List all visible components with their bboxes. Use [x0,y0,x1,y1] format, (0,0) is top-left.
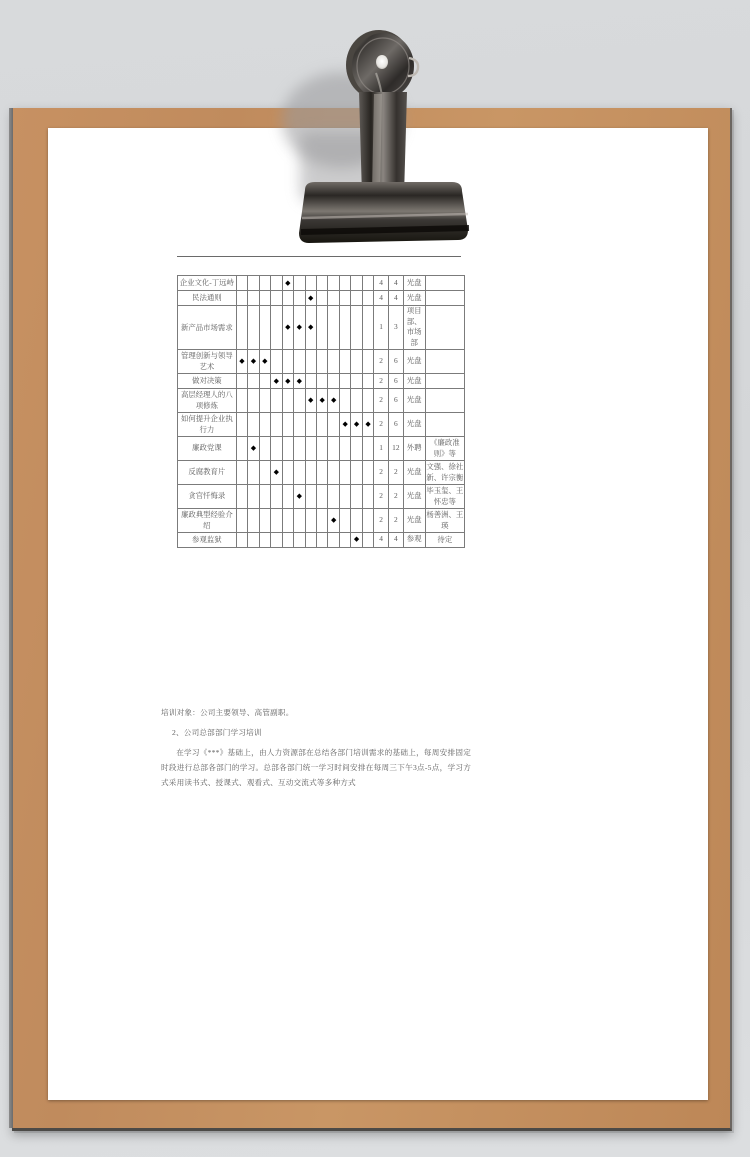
hours-cell: 3 [388,306,403,350]
table-row [178,436,465,460]
month-cell-4 [271,532,282,547]
month-cell-1 [236,484,247,508]
month-cell-6 [294,373,305,388]
month-cell-7 [305,460,316,484]
month-cell-11 [351,412,362,436]
month-cell-8 [316,460,327,484]
table-row [178,388,465,412]
month-cell-7 [305,508,316,532]
month-cell-8 [316,484,327,508]
course-name-cell: 参观监狱 [178,532,237,547]
month-cell-9 [328,306,339,350]
month-cell-2 [248,388,259,412]
month-cell-4 [271,412,282,436]
month-cell-7 [305,412,316,436]
hours-cell: 2 [388,508,403,532]
month-cell-11 [351,373,362,388]
hours-cell: 4 [388,532,403,547]
month-cell-8 [316,291,327,306]
month-cell-9 [328,484,339,508]
table-row [178,306,465,350]
month-cell-10 [339,412,350,436]
month-cell-5 [282,412,293,436]
month-cell-3 [259,532,270,547]
document-content [48,128,708,1100]
month-cell-10 [339,484,350,508]
hours-cell: 12 [388,436,403,460]
month-cell-4 [271,276,282,291]
month-cell-5 [282,436,293,460]
clip-head-highlight [376,73,382,97]
month-cell-7 [305,484,316,508]
month-cell-3 [259,484,270,508]
month-cell-7 [305,306,316,350]
month-cell-5 [282,373,293,388]
media-cell: 参观 [403,532,425,547]
diamond-marker-icon: ◆ [250,357,257,366]
month-cell-2 [248,460,259,484]
sessions-cell: 2 [374,484,389,508]
table-row [178,291,465,306]
month-cell-2 [248,436,259,460]
month-cell-6 [294,276,305,291]
month-cell-11 [351,276,362,291]
month-cell-10 [339,349,350,373]
note-cell [425,349,464,373]
media-cell: 光盘 [403,291,425,306]
note-cell: 待定 [425,532,464,547]
month-cell-1 [236,349,247,373]
diamond-marker-icon: ◆ [353,535,360,544]
sessions-cell: 2 [374,460,389,484]
month-cell-4 [271,436,282,460]
month-cell-12 [362,508,373,532]
month-cell-6 [294,412,305,436]
clip-head-back [346,30,412,100]
note-cell [425,276,464,291]
media-cell: 光盘 [403,460,425,484]
month-cell-9 [328,508,339,532]
course-name-cell: 如何提升企业执行力 [178,412,237,436]
month-cell-11 [351,349,362,373]
month-cell-4 [271,291,282,306]
month-cell-6 [294,484,305,508]
diamond-marker-icon: ◆ [330,515,337,524]
month-cell-11 [351,508,362,532]
month-cell-7 [305,349,316,373]
clip-head-ring [357,38,409,94]
month-cell-11 [351,460,362,484]
month-cell-5 [282,484,293,508]
month-cell-12 [362,484,373,508]
diamond-marker-icon: ◆ [296,376,302,385]
hours-cell: 2 [388,460,403,484]
sessions-cell: 1 [374,306,389,350]
course-name-cell: 管理创新与领导艺术 [178,349,237,373]
course-name-cell: 做对决策 [178,373,237,388]
month-cell-11 [351,532,362,547]
month-cell-9 [328,349,339,373]
diamond-marker-icon: ◆ [308,323,314,332]
media-cell: 光盘 [403,373,425,388]
sessions-cell: 2 [374,373,389,388]
month-cell-5 [282,306,293,350]
month-cell-8 [316,532,327,547]
month-cell-12 [362,291,373,306]
month-cell-1 [236,412,247,436]
month-cell-2 [248,508,259,532]
month-cell-4 [271,484,282,508]
month-cell-10 [339,508,350,532]
month-cell-11 [351,436,362,460]
month-cell-11 [351,306,362,350]
month-cell-8 [316,388,327,412]
table-row [178,460,465,484]
month-cell-3 [259,508,270,532]
month-cell-2 [248,412,259,436]
media-cell: 光盘 [403,388,425,412]
note-cell: 杨善洲、王瑛 [426,509,464,531]
paper-sheet [48,128,708,1100]
diamond-marker-icon: ◆ [353,419,360,428]
media-cell: 光盘 [403,508,425,532]
month-cell-7 [305,436,316,460]
month-cell-6 [294,306,305,350]
month-cell-9 [328,460,339,484]
month-cell-6 [294,388,305,412]
month-cell-9 [328,436,339,460]
month-cell-8 [316,436,327,460]
month-cell-1 [236,508,247,532]
month-cell-3 [259,388,270,412]
month-cell-5 [282,508,293,532]
month-cell-4 [271,349,282,373]
course-name-cell: 反腐教育片 [178,460,237,484]
course-name-cell: 企业文化-丁远峙 [178,276,237,291]
table-row [178,412,465,436]
month-cell-8 [316,508,327,532]
month-cell-1 [236,388,247,412]
month-cell-10 [339,306,350,350]
sessions-cell: 4 [374,532,389,547]
month-cell-3 [259,276,270,291]
month-cell-3 [259,349,270,373]
month-cell-4 [271,373,282,388]
diamond-marker-icon: ◆ [308,395,314,404]
month-cell-7 [305,388,316,412]
note-cell: 《廉政准则》等 [425,436,464,460]
course-name-cell: 廉政党课 [178,436,237,460]
note-cell [425,388,464,412]
clip-side-lever [408,58,418,76]
sessions-cell: 4 [374,276,389,291]
month-cell-3 [259,460,270,484]
course-name-cell: 民法通则 [178,291,237,306]
diamond-marker-icon: ◆ [273,467,280,476]
month-cell-2 [248,532,259,547]
table-row [178,276,465,291]
note-cell: 毕玉玺、王怀忠等 [426,485,464,507]
body-paragraph [161,746,471,790]
media-cell: 光盘 [403,484,425,508]
top-horizontal-rule [177,256,461,257]
diamond-marker-icon: ◆ [285,323,291,332]
month-cell-12 [362,532,373,547]
sessions-cell: 2 [374,349,389,373]
diamond-marker-icon: ◆ [285,376,291,385]
month-cell-1 [236,460,247,484]
month-cell-10 [339,276,350,291]
month-cell-5 [282,291,293,306]
diamond-marker-icon: ◆ [342,419,348,428]
month-cell-3 [259,436,270,460]
media-cell: 项目部、市场部 [403,306,425,350]
hours-cell: 4 [388,291,403,306]
month-cell-12 [362,373,373,388]
month-cell-6 [294,291,305,306]
month-cell-5 [282,276,293,291]
month-cell-10 [339,532,350,547]
month-cell-6 [294,349,305,373]
diamond-marker-icon: ◆ [262,357,268,366]
month-cell-9 [328,291,339,306]
month-cell-9 [328,412,339,436]
month-cell-3 [259,412,270,436]
media-cell: 光盘 [403,276,425,291]
diamond-marker-icon: ◆ [296,491,302,500]
month-cell-11 [351,291,362,306]
month-cell-2 [248,484,259,508]
note-cell [425,373,464,388]
note-cell [425,306,464,350]
table-row [178,508,465,532]
month-cell-7 [305,276,316,291]
month-cell-6 [294,508,305,532]
month-cell-6 [294,460,305,484]
month-cell-8 [316,306,327,350]
month-cell-8 [316,276,327,291]
media-cell: 光盘 [403,412,425,436]
sessions-cell: 4 [374,291,389,306]
month-cell-4 [271,460,282,484]
month-cell-11 [351,484,362,508]
course-name-cell: 新产品市场需求 [178,306,237,350]
month-cell-2 [248,306,259,350]
month-cell-3 [259,373,270,388]
diamond-marker-icon: ◆ [273,376,280,385]
month-cell-7 [305,532,316,547]
month-cell-12 [362,276,373,291]
clipboard-board [12,108,732,1131]
diamond-marker-icon: ◆ [319,395,325,404]
course-name-cell: 廉政典型经验介绍 [178,508,237,532]
sessions-cell: 2 [374,412,389,436]
month-cell-1 [236,291,247,306]
diamond-marker-icon: ◆ [250,443,257,452]
diamond-marker-icon: ◆ [285,278,291,287]
note-cell [425,412,464,436]
month-cell-11 [351,388,362,412]
table-row [178,484,465,508]
month-cell-2 [248,349,259,373]
month-cell-1 [236,532,247,547]
month-cell-9 [328,276,339,291]
training-schedule-table [177,275,465,548]
diamond-marker-icon: ◆ [296,323,302,332]
month-cell-5 [282,460,293,484]
month-cell-1 [236,276,247,291]
month-cell-12 [362,388,373,412]
month-cell-8 [316,412,327,436]
month-cell-7 [305,373,316,388]
month-cell-2 [248,373,259,388]
sessions-cell: 2 [374,388,389,412]
hours-cell: 6 [388,373,403,388]
month-cell-12 [362,412,373,436]
month-cell-5 [282,532,293,547]
month-cell-5 [282,349,293,373]
table-row [178,373,465,388]
diamond-marker-icon: ◆ [365,419,371,428]
month-cell-9 [328,532,339,547]
diamond-marker-icon: ◆ [330,395,337,404]
sessions-cell: 1 [374,436,389,460]
month-cell-4 [271,508,282,532]
month-cell-12 [362,460,373,484]
table-caption: 培训对象：公司主要领导、高管副职。 [161,708,294,717]
sessions-cell: 2 [374,508,389,532]
month-cell-5 [282,388,293,412]
month-cell-2 [248,276,259,291]
section-heading: 2、公司总部部门学习培训 [172,728,262,737]
month-cell-9 [328,388,339,412]
month-cell-10 [339,373,350,388]
month-cell-4 [271,306,282,350]
month-cell-1 [236,306,247,350]
month-cell-12 [362,436,373,460]
month-cell-10 [339,436,350,460]
month-cell-12 [362,349,373,373]
month-cell-6 [294,532,305,547]
hours-cell: 4 [388,276,403,291]
diamond-marker-icon: ◆ [239,357,245,366]
media-cell: 光盘 [403,349,425,373]
hours-cell: 6 [388,388,403,412]
media-cell: 外聘 [403,436,425,460]
course-name-cell: 贪官忏悔录 [178,484,237,508]
clip-head [352,33,414,99]
body-paragraph-text: 在学习《***》基础上，由人力资源部在总结各部门培训需求的基础上，每周安排固定时段进行总部各部门的学习。总部各部门统一学习时间安排在每周三下午3点-5点，学习方式采用读书式、授课式、观看式、互动交流式等多种方式 [161,748,471,787]
month-cell-2 [248,291,259,306]
course-name-cell: 高层经理人的八项修炼 [178,388,237,412]
month-cell-1 [236,436,247,460]
hours-cell: 2 [388,484,403,508]
month-cell-4 [271,388,282,412]
month-cell-8 [316,373,327,388]
diamond-marker-icon: ◆ [308,293,314,302]
table-row [178,349,465,373]
month-cell-10 [339,291,350,306]
month-cell-3 [259,291,270,306]
month-cell-8 [316,349,327,373]
month-cell-7 [305,291,316,306]
note-cell [425,291,464,306]
month-cell-9 [328,373,339,388]
month-cell-10 [339,388,350,412]
month-cell-1 [236,373,247,388]
month-cell-3 [259,306,270,350]
note-cell: 文强、徐社新、许宗衡 [426,461,464,483]
hours-cell: 6 [388,412,403,436]
hours-cell: 6 [388,349,403,373]
month-cell-12 [362,306,373,350]
clip-head-hole [376,55,388,69]
month-cell-10 [339,460,350,484]
month-cell-6 [294,436,305,460]
table-row [178,532,465,547]
